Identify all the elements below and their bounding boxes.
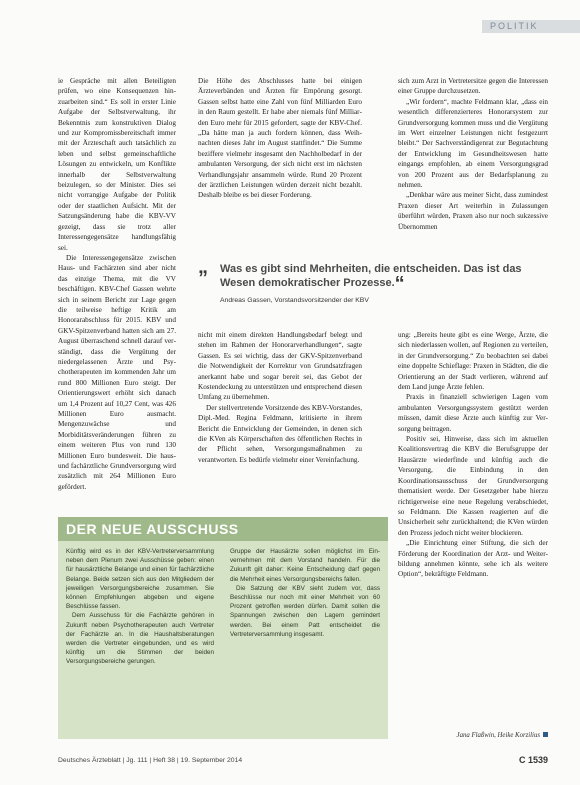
- article-column-2: [198, 76, 362, 256]
- paragraph: Praxis in finanziell schwierigen Lagen vom ambulanten Versorgungssystem gestützt werden müssen, damit diese Ärzte auch künftig zur Versorgung beitragen.: [398, 393, 548, 433]
- paragraph: ung: „Bereits heute gibt es eine Werge, Ärzte, die sich niederlassen wollen, auf Regionen zu verteilen, in der Grundversorgung.“ Zu beobachten sei dabei eine doppelte Schieflage: Praxen in Städten, die die Orientierung an der Stadt verlieren, während auf dem Land junge Ärzte fehlen.: [398, 331, 548, 392]
- paragraph: nicht mit einem direkten Handlungsbedarf belegt und stehen im Rahmen der Honorarverhandlungen“, sagte Gassen. Es sei wichtig, dass der GKV-Spitzenverband die Notwendigkeit der Korrektur von Grundsatzfragen anerkannt habe und sogar bereit sei, das Gebot der Kostendeckung zu unterstützen und entsprechend diesen Umfang zu übernehmen.: [198, 331, 362, 402]
- page-footer: [58, 755, 548, 767]
- paragraph: Die Höhe des Abschlusses hatte bei einigen Ärzteverbänden und Ärzten für Empörung gesorgt. Gassen selbst hatte eine Zahl von fünf Milliarden Euro in den Raum gestellt. Er habe aber niemals fünf Milliarden Euro mehr für 2015 gefordert, sagte der KBV-Chef. „Da hätte man ja auch fordern können, dass Weihnachten dieses Jahr im August stattfindet.“ Die Summe beziffere vielmehr insgesamt den Nachholbedarf in der ambulanten Versorgung, der sich nicht erst im nächsten Verhandlungsjahr ansammeln würde. Rund 20 Prozent der ärztlichen Leistungen würden derzeit nicht bezahlt. Deshalb bleibe es bei dieser Forderung.: [198, 77, 362, 200]
- pull-quote-attribution: Andreas Gassen, Vorstandsvorsitzender der KBV: [220, 297, 369, 304]
- info-box: [58, 517, 388, 739]
- article-column-1: [58, 76, 176, 492]
- paragraph: Dem Ausschuss für die Fachärzte gehören in Zukunft neben Psychotherapeuten auch Vertreter der Fachärzte an. In die Haushaltsberatungen werden die Vertreter eingebunden, und es wird künftig um die Stimmen der beiden Versorgungsbereiche gerungen.: [66, 612, 214, 666]
- paragraph: Gruppe der Hausärzte sollen möglichst im Einvernehmen mit dem Vorstand handeln. Für die Zukunft gilt daher: Keine Entscheidung darf gegen die Mehrheit eines Versorgungsbereichs fallen.: [230, 548, 380, 583]
- author-byline: [398, 732, 548, 739]
- section-tag: POLITIK: [482, 20, 580, 33]
- quote-open-icon: „: [198, 256, 208, 278]
- footer-publication: Deutsches Ärzteblatt | Jg. 111 | Heft 38 | 19. September 2014: [58, 757, 243, 764]
- article-column-2-lower: [198, 330, 362, 510]
- info-box-column-1: [66, 547, 214, 667]
- paragraph: sich zum Arzt in Vertretersitze gegen die Interessen einer Gruppe durchzusetzen.: [398, 77, 548, 96]
- paragraph: Künftig wird es in der KBV-Vertreterversammlung neben dem Plenum zwei Ausschüsse geben: einen für hausärztliche Belange und einen für fachärztliche Belange. Beide setzen sich aus den Mitgliedern der jeweiligen Versorgungsbereiche zusammen. Sie können Empfehlungen abgeben und eigene Beschlüsse fassen.: [66, 548, 214, 611]
- quote-close-icon: “: [394, 273, 405, 295]
- paragraph: ie Gespräche mit allen Beteiligten prüfen, wo eine Konsequenzen hinzuarbeiten sind.“ Es soll in erster Linie Aufgabe der Selbstverwaltung, ihr Bekenntnis zum konstruktiven Dialog und zur Kompromissbereitschaft immer mit der Ärzteschaft auch tatsächlich zu leben und selbst gemeinschaftliche Lösungen zu entwickeln, um Konflikte innerhalb der Selbstverwaltung beizulegen, so der Minister. Dies sei nicht vorrangige Aufgabe der Politik oder der staatlichen Aufsicht. Mit der Satzungsänderung habe die KBV-VV gezeigt, dass sie trotz aller Interessengegensätze handlungsfähig sei.: [58, 77, 176, 252]
- author-names: Jana Flaßwin, Heike Korzilius: [456, 732, 540, 739]
- paragraph: Die Satzung der KBV sieht zudem vor, dass Beschlüsse nur noch mit einer Mehrheit von 60 Prozent getroffen werden dürfen. Damit sollen die Spannungen zwischen den Lagern gemindert werden. Bei einem Patt entscheidet die Vertreterversammlung insgesamt.: [230, 584, 380, 638]
- article-column-3-lower: [398, 330, 548, 728]
- page-number: C 1539: [518, 755, 548, 765]
- pull-quote: [198, 256, 548, 304]
- info-box-title: DER NEUE AUSSCHUSS: [58, 517, 388, 541]
- paragraph: „Die Einrichtung einer Stiftung, die sich der Förderung der Koordination der Arzt- und Weiterbildung annehmen könnte, sehe ich als weitere Option“, bekräftigte Feldmann.: [398, 539, 548, 579]
- paragraph: Der stellvertretende Vorsitzende des KBV-Vorstandes, Dipl.-Med. Regina Feldmann, kritisierte in ihrem Bericht die Entwicklung der Gemeinden, in denen sich die KVen als Körperschaften des öffentlichen Rechts in der Pflicht sehen, Versorgungsmaßnahmen zu verantworten. Es bedürfe vielmehr einer Vereinfachung.: [198, 403, 362, 464]
- paragraph: „Wir fordern“, machte Feldmann klar, „dass ein wesentlich differenzierteres Honorarsystem zur Grundversorgung kommen muss und die Vergütung im Wert einzelner Leistungen nicht festgezurrt bleibt.“ Der Sachverständigenrat zur Begutachtung der Entwicklung im Gesundheitswesen hatte eingangs empfohlen, ab einem Versorgungsgrad von 200 Prozent aus der Bedarfsplanung zu nehmen.: [398, 97, 548, 190]
- quote-body: Was es gibt sind Mehrheiten, die entscheiden. Das ist das Wesen demokratischer Prozesse.: [220, 263, 522, 289]
- end-mark-icon: [543, 732, 548, 737]
- info-box-column-2: [230, 547, 380, 639]
- paragraph: „Denkbar wäre aus meiner Sicht, dass zumindest Praxen dieser Art weiterhin in Zulassungen überführt würden, Praxen also nur noch sukzessive Übernommen: [398, 191, 548, 231]
- pull-quote-text: [198, 256, 548, 295]
- paragraph: Positiv sei, Hinweise, dass sich im aktuellen Koalitionsvertrag die KBV die Berufsgruppe der Hausärzte wiederfinde und künftig auch die Versorgung, die Einbindung in den Koordinationsausschuss der Grundversorgung thematisiert werde. Der Gesetzgeber habe hierzu richtigerweise eine neue Regelung verabschiedet, so Feldmann. Die Kassen reagierten auf die Unsicherheit sehr zurückhaltend; die KVen würden den Prozess jedoch nicht weiter blockieren.: [398, 435, 548, 537]
- article-column-3: [398, 76, 548, 256]
- paragraph: Die Interessengegensätze zwischen Haus- und Fachärzten sind aber nicht das einzige Thema, mit die VV beschäftigen. KBV-Chef Gassen wehrte sich in seinem Bericht zur Lage gegen die teilweise heftige Kritik am Honorarabschluss für 2015. KBV und GKV-Spitzenverband hatten sich am 27. August überraschend schnell darauf verständigt, dass die Vergütung der niedergelassenen Ärzte und Psychotherapeuten im kommenden Jahr um rund 800 Millionen Euro steigt. Der Orientierungswert erhöht sich danach um 1,4 Prozent auf 10,27 Cent, was 426 Millionen Euro ausmacht. Mengenzuwächse und Morbiditätsveränderungen führen zu einem weiteren Plus von rund 130 Millionen Euro bundesweit. Die haus- und fachärztliche Grundversorgung wird zusätzlich mit 264 Millionen Euro gefördert.: [58, 253, 176, 491]
